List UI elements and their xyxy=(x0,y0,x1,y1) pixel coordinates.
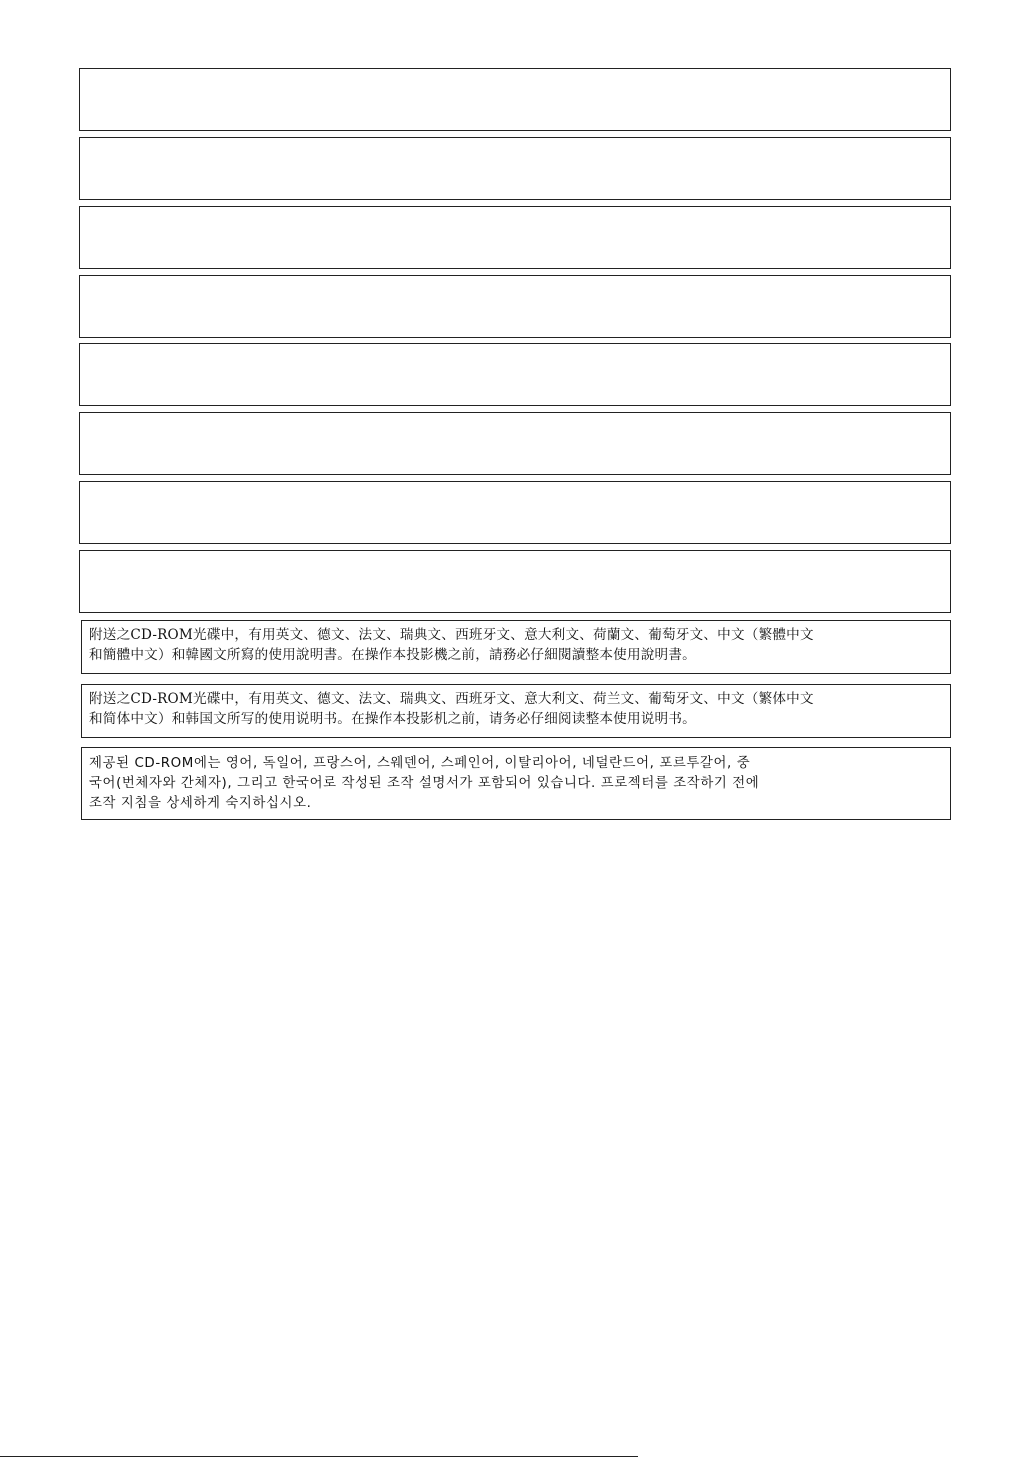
notice-simplified-chinese-line-2: 和简体中文）和韩国文所写的使用说明书。在操作本投影机之前，请务必仔细阅读整本使用说明书。 xyxy=(89,711,696,727)
empty-notice-box-3 xyxy=(79,206,951,269)
notice-traditional-chinese xyxy=(81,620,951,674)
empty-notice-box-6 xyxy=(79,412,951,475)
notice-simplified-chinese xyxy=(81,684,951,738)
notice-korean-line-1: 제공된 CD-ROM에는 영어, 독일어, 프랑스어, 스웨덴어, 스페인어, 이탈리아어, 네덜란드어, 포르투갈어, 중 xyxy=(89,756,751,771)
notice-korean-line-2: 국어(번체자와 간체자), 그리고 한국어로 작성된 조작 설명서가 포함되어 있습니다. 프로젝터를 조작하기 전에 xyxy=(89,776,760,791)
notice-traditional-chinese-line-1: 附送之CD-ROM光碟中，有用英文、德文、法文、瑞典文、西班牙文、意大利文、荷蘭文、葡萄牙文、中文（繁體中文 xyxy=(89,627,814,643)
notice-korean-line-3: 조작 지침을 상세하게 숙지하십시오. xyxy=(89,796,312,811)
empty-notice-box-2 xyxy=(79,137,951,200)
notice-korean xyxy=(81,747,951,820)
notice-traditional-chinese-line-2: 和簡體中文）和韓國文所寫的使用說明書。在操作本投影機之前，請務必仔細閱讀整本使用說明書。 xyxy=(89,647,696,663)
empty-notice-box-1 xyxy=(79,68,951,131)
empty-notice-box-4 xyxy=(79,275,951,338)
empty-notice-box-8 xyxy=(79,550,951,613)
empty-notice-box-5 xyxy=(79,343,951,406)
empty-notice-box-7 xyxy=(79,481,951,544)
notice-simplified-chinese-line-1: 附送之CD-ROM光碟中，有用英文、德文、法文、瑞典文、西班牙文、意大利文、荷兰文、葡萄牙文、中文（繁体中文 xyxy=(89,691,814,707)
